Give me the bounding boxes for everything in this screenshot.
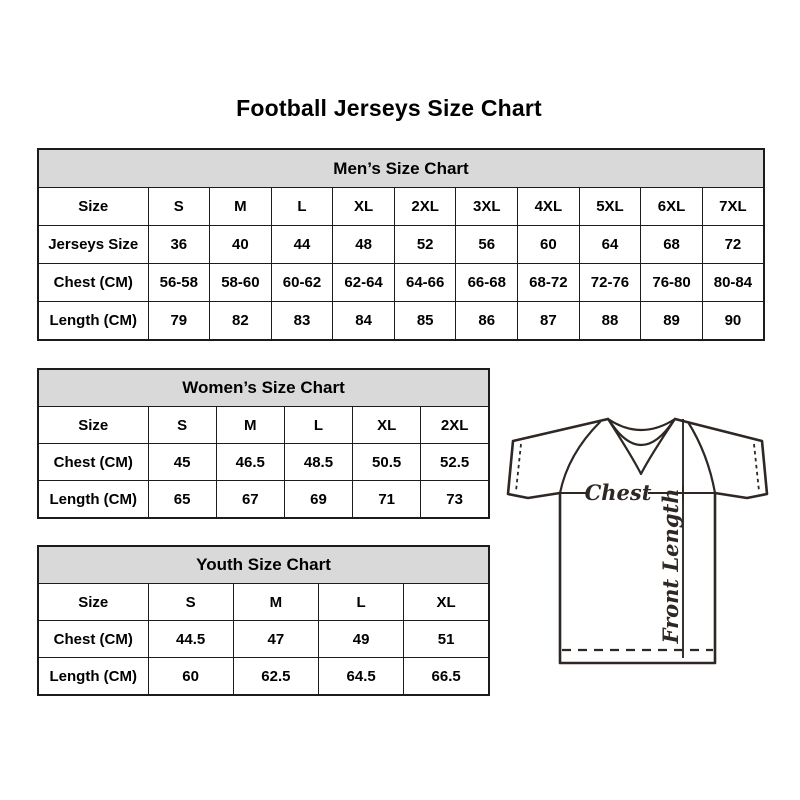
value-cell: 72-76 [579,264,641,302]
value-cell: 49 [319,621,404,658]
value-cell: 60 [518,226,580,264]
value-cell: S [148,584,233,621]
value-cell: 56-58 [148,264,210,302]
value-cell: 66.5 [404,658,489,696]
value-cell: M [233,584,318,621]
table-row [38,407,489,444]
table-row [38,264,764,302]
value-cell: 90 [702,302,764,341]
jersey-measurement-diagram [502,396,774,684]
value-cell: 76-80 [641,264,703,302]
value-cell: 64-66 [394,264,456,302]
mens-size-table [37,148,765,341]
table-header-row [38,369,489,407]
value-cell: 3XL [456,188,518,226]
value-cell: 82 [210,302,272,341]
table-title: Women’s Size Chart [38,369,489,407]
value-cell: XL [404,584,489,621]
jersey-body-outline [508,419,767,663]
value-cell: 73 [421,481,489,519]
chest-label: Chest [584,480,652,505]
value-cell: 65 [148,481,216,519]
table-header-row [38,546,489,584]
value-cell: 66-68 [456,264,518,302]
value-cell: 71 [353,481,421,519]
value-cell: 44 [271,226,333,264]
value-cell: 88 [579,302,641,341]
collar-back-curve [608,419,675,430]
value-cell: 64.5 [319,658,404,696]
value-cell: XL [353,407,421,444]
row-label-cell: Length (CM) [38,302,148,341]
value-cell: 46.5 [216,444,284,481]
value-cell: 64 [579,226,641,264]
table-row [38,621,489,658]
value-cell: 52.5 [421,444,489,481]
value-cell: L [271,188,333,226]
row-label-cell: Chest (CM) [38,621,148,658]
table-header-row [38,149,764,188]
value-cell: S [148,407,216,444]
collar-outer-v [608,419,675,474]
value-cell: 6XL [641,188,703,226]
value-cell: 84 [333,302,395,341]
youth-size-table [37,545,490,696]
value-cell: 40 [210,226,272,264]
value-cell: 67 [216,481,284,519]
value-cell: L [284,407,352,444]
row-label-cell: Length (CM) [38,481,148,519]
table-row [38,658,489,696]
left-cuff-stitch [516,444,521,491]
value-cell: 68-72 [518,264,580,302]
value-cell: 79 [148,302,210,341]
value-cell: 36 [148,226,210,264]
value-cell: M [216,407,284,444]
table-row [38,302,764,341]
value-cell: 2XL [394,188,456,226]
table-row [38,481,489,519]
value-cell: 89 [641,302,703,341]
row-label-cell: Chest (CM) [38,264,148,302]
value-cell: L [319,584,404,621]
value-cell: 86 [456,302,518,341]
womens-size-table [37,368,490,519]
value-cell: 60-62 [271,264,333,302]
table-title: Youth Size Chart [38,546,489,584]
table-title: Men’s Size Chart [38,149,764,188]
row-label-cell: Size [38,407,148,444]
value-cell: 51 [404,621,489,658]
table-row [38,226,764,264]
value-cell: M [210,188,272,226]
row-label-cell: Size [38,188,148,226]
page-title: Football Jerseys Size Chart [236,95,542,121]
value-cell: 87 [518,302,580,341]
row-label-cell: Chest (CM) [38,444,148,481]
row-label-cell: Jerseys Size [38,226,148,264]
value-cell: 68 [641,226,703,264]
value-cell: 58-60 [210,264,272,302]
value-cell: 80-84 [702,264,764,302]
value-cell: 69 [284,481,352,519]
value-cell: 47 [233,621,318,658]
value-cell: 62-64 [333,264,395,302]
value-cell: 85 [394,302,456,341]
value-cell: 5XL [579,188,641,226]
value-cell: 48 [333,226,395,264]
value-cell: S [148,188,210,226]
value-cell: 48.5 [284,444,352,481]
value-cell: 60 [148,658,233,696]
value-cell: 2XL [421,407,489,444]
value-cell: 56 [456,226,518,264]
value-cell: 45 [148,444,216,481]
value-cell: 4XL [518,188,580,226]
value-cell: 52 [394,226,456,264]
value-cell: 7XL [702,188,764,226]
table-row [38,444,489,481]
value-cell: 83 [271,302,333,341]
value-cell: 44.5 [148,621,233,658]
value-cell: 72 [702,226,764,264]
value-cell: 50.5 [353,444,421,481]
table-row [38,188,764,226]
table-row [38,584,489,621]
front-length-label: Front Length [658,488,683,644]
right-cuff-stitch [754,444,759,491]
row-label-cell: Length (CM) [38,658,148,696]
right-armhole-seam [688,422,715,493]
value-cell: 62.5 [233,658,318,696]
row-label-cell: Size [38,584,148,621]
jersey-illustration [502,396,774,684]
value-cell: XL [333,188,395,226]
